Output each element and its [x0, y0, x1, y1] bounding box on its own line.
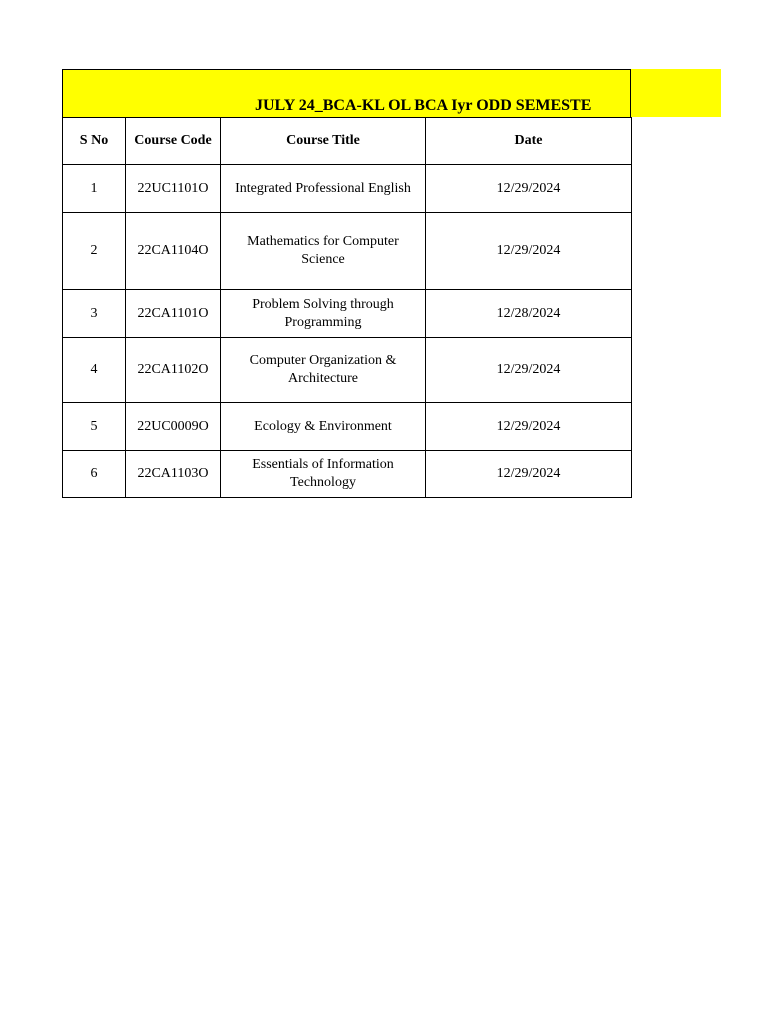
table-row: [63, 403, 632, 451]
table-row: [63, 338, 632, 403]
header-course-title: Course Title: [221, 118, 426, 165]
cell-date: 12/29/2024: [426, 403, 632, 451]
cell-sno: 6: [63, 451, 126, 498]
cell-course-title: Ecology & Environment: [221, 403, 426, 451]
cell-course-code: 22CA1104O: [126, 213, 221, 290]
cell-course-title: Integrated Professional English: [221, 165, 426, 213]
header-date: Date: [426, 118, 632, 165]
cell-sno: 5: [63, 403, 126, 451]
cell-date: 12/29/2024: [426, 451, 632, 498]
cell-course-code: 22CA1103O: [126, 451, 221, 498]
cell-course-code: 22UC0009O: [126, 403, 221, 451]
table-row: [63, 290, 632, 338]
cell-date: 12/29/2024: [426, 338, 632, 403]
cell-sno: 4: [63, 338, 126, 403]
table-row: [63, 451, 632, 498]
cell-date: 12/29/2024: [426, 165, 632, 213]
sheet-title: JULY 24_BCA-KL OL BCA Iyr ODD SEMESTE: [255, 97, 592, 114]
cell-date: 12/29/2024: [426, 213, 632, 290]
cell-sno: 1: [63, 165, 126, 213]
exam-schedule-table: [62, 117, 632, 498]
title-highlight-overflow: [630, 69, 721, 117]
cell-course-title: Mathematics for Computer Science: [221, 213, 426, 290]
header-sno: S No: [63, 118, 126, 165]
header-course-code: Course Code: [126, 118, 221, 165]
cell-sno: 3: [63, 290, 126, 338]
table-row: [63, 165, 632, 213]
cell-course-title: Essentials of Information Technology: [221, 451, 426, 498]
cell-course-code: 22CA1101O: [126, 290, 221, 338]
cell-course-title: Computer Organization & Architecture: [221, 338, 426, 403]
title-cell: [62, 69, 631, 117]
cell-date: 12/28/2024: [426, 290, 632, 338]
cell-course-title: Problem Solving through Programming: [221, 290, 426, 338]
cell-course-code: 22CA1102O: [126, 338, 221, 403]
header-row: [63, 118, 632, 165]
cell-course-code: 22UC1101O: [126, 165, 221, 213]
cell-sno: 2: [63, 213, 126, 290]
table-row: [63, 213, 632, 290]
